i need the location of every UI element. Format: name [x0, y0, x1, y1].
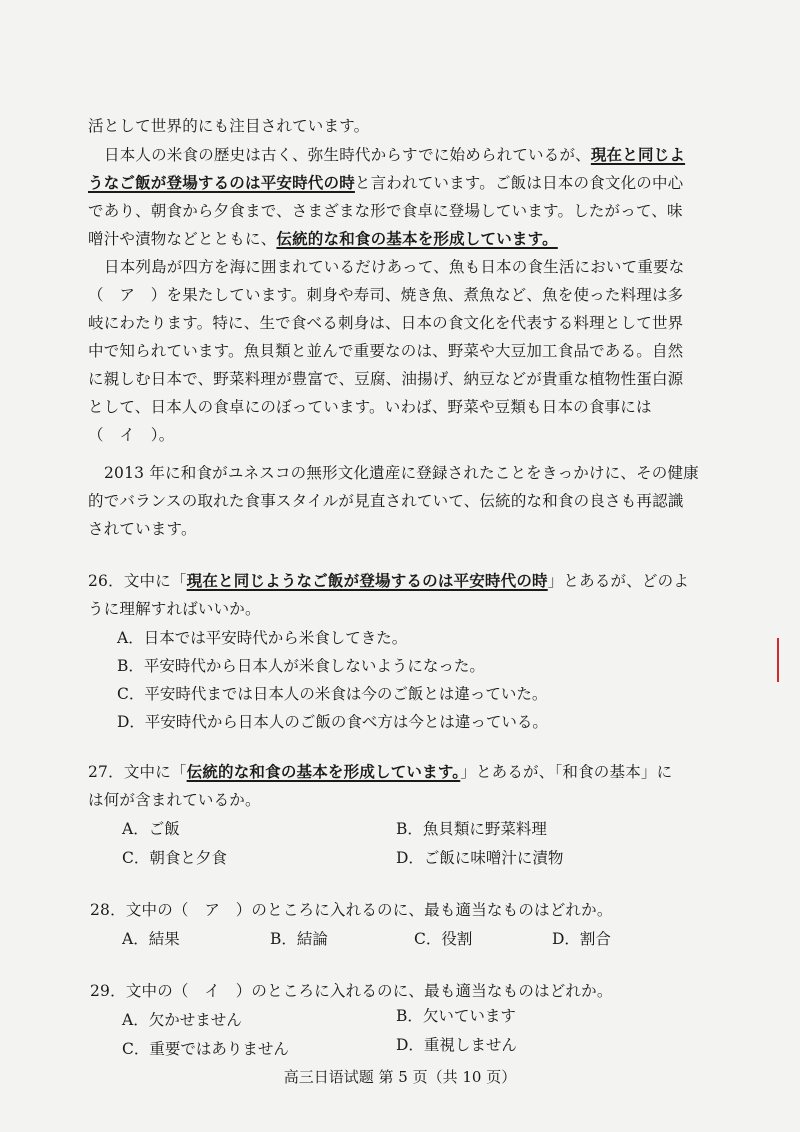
question-29-option-d[interactable]: D．重視しません: [396, 1036, 517, 1054]
passage-p4-line-1: 2013 年に和食がユネスコの無形文化遺産に登録されたことをきっかけに、その健康: [104, 464, 699, 482]
question-27-stem: [88, 762, 672, 782]
question-27-stem-2: は何が含まれているか。: [88, 791, 261, 809]
question-26-stem: [88, 571, 689, 591]
passage-p2-line-1: [104, 145, 685, 165]
question-28-option-a[interactable]: A．結果: [122, 930, 180, 948]
question-27-option-a[interactable]: A．ご飯: [122, 820, 180, 838]
question-text: 27．文中に「: [88, 763, 187, 781]
question-26-option-b[interactable]: B．平安時代から日本人が米食しないようになった。: [117, 657, 485, 675]
question-26-underlined: 現在と同じようなご飯が登場するのは平安時代の時: [186, 571, 548, 590]
passage-p3-line-6: として、日本人の食卓にのぼっています。いわば、野菜や豆類も日本の食事には: [88, 398, 652, 416]
question-29-option-b[interactable]: B．欠いています: [396, 1007, 516, 1025]
question-text: 26．文中に「: [88, 572, 187, 590]
passage-p4-line-2: 的でバランスの取れた食事スタイルが見直されていて、伝統的な和食の良さも再認識: [88, 492, 684, 510]
question-29-option-a[interactable]: A．欠かせません: [122, 1011, 242, 1029]
question-26-option-d[interactable]: D．平安時代から日本人のご飯の食べ方は今とは違っている。: [117, 713, 548, 731]
underlined-phrase-heian-cont: うなご飯が登場するのは平安時代の時: [88, 173, 355, 192]
question-text: 」とあるが、「和食の基本」に: [460, 763, 673, 781]
passage-p3-line-4: 中で知られています。魚貝類と並んで重要なのは、野菜や大豆加工食品である。自然: [88, 342, 684, 360]
passage-text: 噌汁や漬物などとともに、: [88, 230, 277, 248]
question-28-option-c[interactable]: C．役割: [414, 930, 473, 948]
passage-p3-line-3: 岐にわたります。特に、生で食べる刺身は、日本の食文化を代表する料理として世界: [88, 314, 684, 332]
underlined-phrase-heian: 現在と同じよ: [590, 145, 686, 164]
question-28-stem: 28．文中の（ ア ）のところに入れるのに、最も適当なものはどれか。: [90, 901, 613, 919]
question-26-option-c[interactable]: C．平安時代までは日本人の米食は今のご飯とは違っていた。: [117, 685, 548, 703]
question-29-option-c[interactable]: C．重要ではありません: [122, 1040, 289, 1058]
passage-text: 日本人の米食の歴史は古く、弥生時代からすでに始められているが、: [104, 146, 591, 164]
red-margin-mark: [777, 638, 779, 682]
passage-p3-line-2: （ ア ）を果たしています。刺身や寿司、焼き魚、煮魚など、魚を使った料理は多: [88, 286, 684, 304]
passage-line-1: 活として世界的にも注目されています。: [88, 117, 370, 135]
passage-p3-line-1: 日本列島が四方を海に囲まれているだけあって、魚も日本の食生活において重要な: [104, 258, 685, 276]
question-text: 」とあるが、どのよ: [547, 572, 690, 590]
passage-p4-line-3: されています。: [88, 520, 197, 538]
passage-p2-line-2: [88, 173, 683, 193]
question-26-option-a[interactable]: A．日本では平安時代から米食してきた。: [117, 629, 408, 647]
question-27-option-b[interactable]: B．魚貝類に野菜料理: [396, 820, 547, 838]
underlined-phrase-washoku: 伝統的な和食の基本を形成しています。: [276, 229, 558, 248]
passage-p2-line-3: であり、朝食から夕食まで、さまざまな形で食卓に登場しています。したがって、味: [88, 202, 683, 220]
question-27-option-c[interactable]: C．朝食と夕食: [122, 849, 227, 867]
passage-p3-line-7: （ イ ）。: [88, 426, 175, 444]
page-footer: 高三日语试题 第 5 页（共 10 页）: [283, 1068, 517, 1086]
question-29-stem: 29．文中の（ イ ）のところに入れるのに、最も適当なものはどれか。: [90, 982, 613, 1000]
question-26-stem-2: うに理解すればいいか。: [88, 600, 261, 618]
question-28-option-d[interactable]: D．割合: [552, 930, 611, 948]
passage-text: と言われています。ご飯は日本の食文化の中心: [354, 174, 684, 192]
question-27-underlined: 伝統的な和食の基本を形成しています。: [186, 762, 461, 781]
passage-p2-line-4: [88, 229, 558, 249]
question-27-option-d[interactable]: D．ご飯に味噌汁に漬物: [396, 849, 564, 867]
question-28-option-b[interactable]: B．結論: [270, 930, 328, 948]
passage-p3-line-5: に親しむ日本で、野菜料理が豊富で、豆腐、油揚げ、納豆などが貴重な植物性蛋白源: [88, 370, 684, 388]
